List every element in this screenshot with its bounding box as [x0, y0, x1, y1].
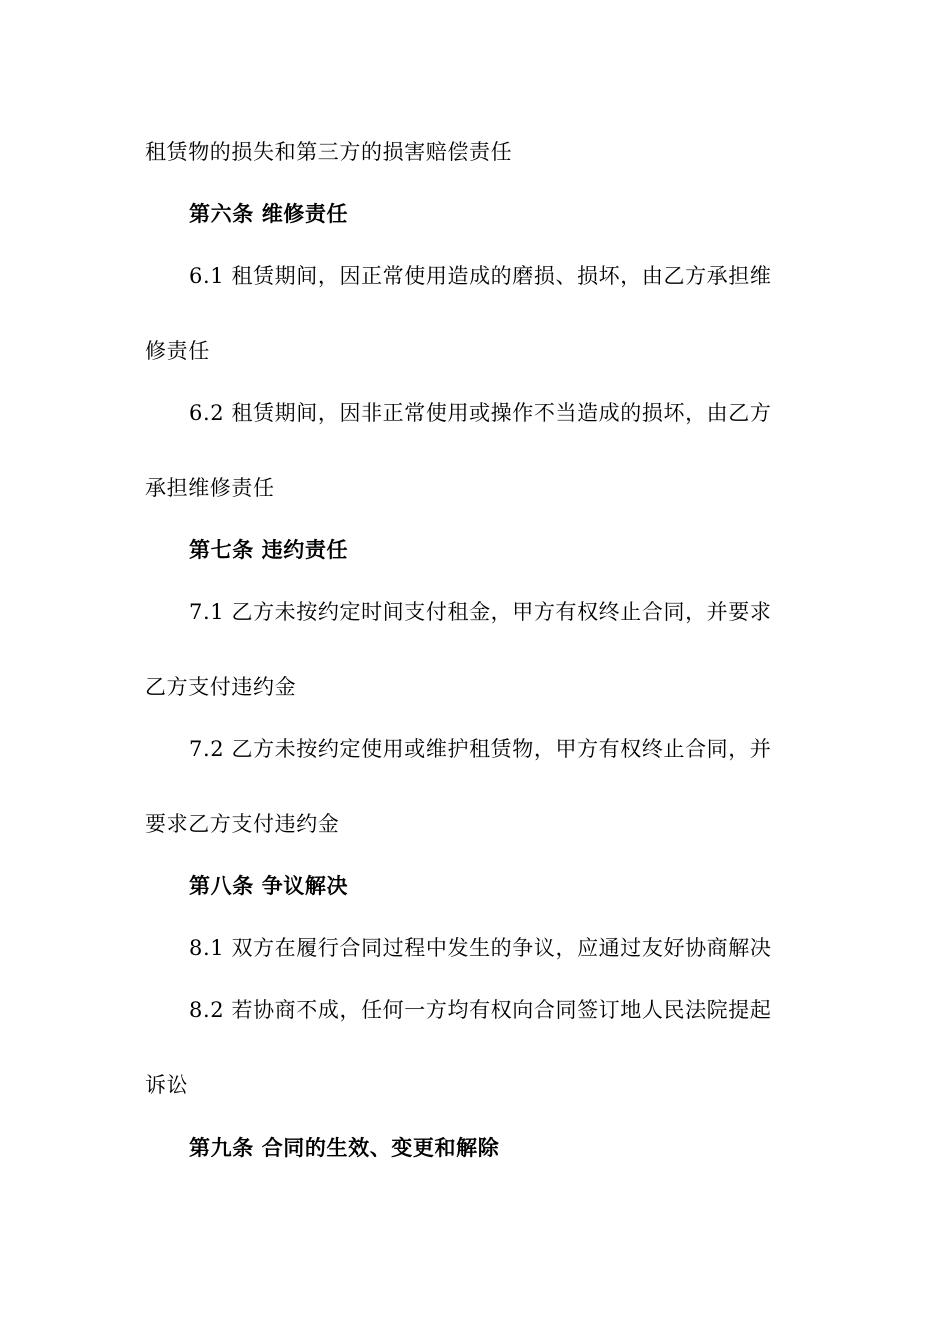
- clause-6-2-line-1: 6.2 租赁期间，因非正常使用或操作不当造成的损坏，由乙方: [189, 401, 772, 425]
- clause-6-1-line-2: 修责任: [145, 339, 210, 363]
- article-6-heading: 第六条 维修责任: [189, 201, 349, 226]
- clause-8-2-line-2: 诉讼: [145, 1073, 189, 1097]
- article-8-heading: 第八条 争议解决: [189, 873, 349, 898]
- clause-7-1-line-1: 7.1 乙方未按约定时间支付租金，甲方有权终止合同，并要求: [189, 600, 772, 624]
- clause-8-2-line-1: 8.2 若协商不成，任何一方均有权向合同签订地人民法院提起: [189, 998, 772, 1022]
- clause-8-1-line-1: 8.1 双方在履行合同过程中发生的争议，应通过友好协商解决: [189, 936, 772, 960]
- clause-7-1-line-2: 乙方支付违约金: [145, 675, 297, 699]
- clause-7-2-line-2: 要求乙方支付违约金: [145, 812, 340, 836]
- clause-6-2-line-2: 承担维修责任: [145, 476, 275, 500]
- article-7-heading: 第七条 违约责任: [189, 537, 349, 562]
- paragraph-continuation: 租赁物的损失和第三方的损害赔偿责任: [145, 140, 513, 164]
- clause-7-2-line-1: 7.2 乙方未按约定使用或维护租赁物，甲方有权终止合同，并: [189, 737, 772, 761]
- article-9-heading: 第九条 合同的生效、变更和解除: [189, 1135, 500, 1160]
- clause-6-1-line-1: 6.1 租赁期间，因正常使用造成的磨损、损坏，由乙方承担维: [189, 264, 772, 288]
